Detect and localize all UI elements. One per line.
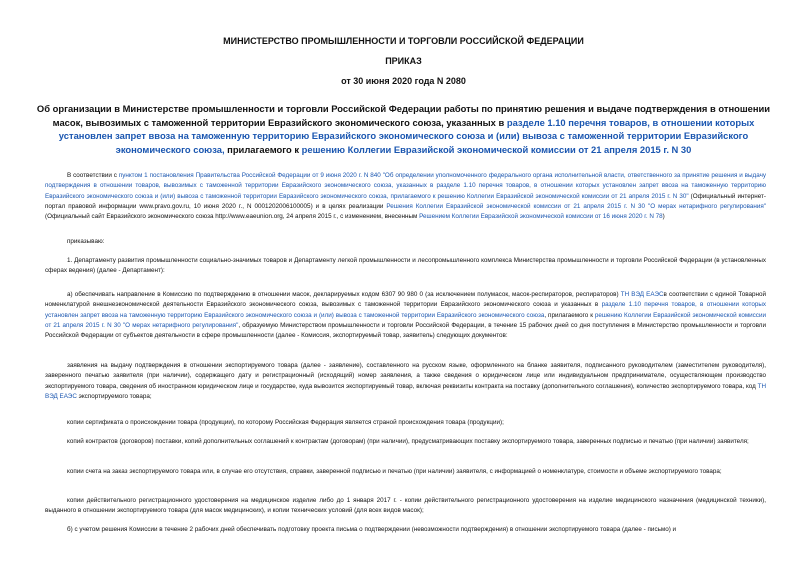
title-text-2: прилагаемого к — [224, 143, 302, 155]
document-type: ПРИКАЗ — [385, 56, 422, 66]
link-section-1-10[interactable]: разделе 1.10 перечня товаров, в отношении которых установлен запрет ввоза на таможенную территорию Евразийского экономического союза и (или) вывоза с таможенной территории Евразийского экономического союза — [45, 301, 766, 319]
para-a-text-4: , образуемую Министерством промышленности и торговли Российской Федерации, в течение 15 рабочих дней со дня поступления в Министерство промышленности и торговли Российской Федерации от субъектов деятельности в сфере промышленности (далее - Комиссия, экспортируемый товар, заявитель) следующих документов: — [45, 321, 766, 340]
preamble-text-4: ) — [662, 213, 665, 221]
para-a-text-2: в соответствии с единой Товарной номенклатурой внешнеэкономической деятельности Евразийского экономического союза, вывозимых с таможенной территории Евразийского экономического союза и указанных в — [45, 291, 766, 309]
document-date-number: от 30 июня 2020 года N 2080 — [341, 76, 466, 86]
para-a-text: а) обеспечивать направление в Комиссию по подтверждению в отношении масок, декларируемых кодом 6307 90 980 0 (за исключением полумасок, масок-респираторов, респираторов) — [67, 291, 621, 298]
link-decision-30[interactable]: решению Коллегии Евразийской экономической комиссии от 21 апреля 2015 г. N 30 "О мерах нетарифного регулирования" — [45, 311, 766, 329]
item-invoice: копии счета на заказ экспортируемого товара или, в случае его отсутствия, справки, заверенной подписью и печатью (при наличии) заявителя, с информацией о номенклатуре, стоимости и объеме экспортируемого товара; — [67, 468, 722, 475]
para-a-text-3: , прилагаемого к — [544, 311, 595, 319]
preamble-paragraph — [45, 171, 766, 222]
document-title — [28, 102, 779, 156]
item-registration: копии действительного регистрационного удостоверения на медицинское изделие либо до 1 января 2017 г. - копии действительного регистрационного удостоверения на изделие медицинского назначения (медицинской техники), выданного в отношении экспортируемого товара (для масок медицинских), и копии технических условий (для всех видов масок); — [45, 497, 766, 515]
item-contracts: копий контрактов (договоров) поставки, копий дополнительных соглашений к контрактам (договорам) (при наличии), предусматривающих поставку экспортируемого товара, заверенных подписью и печатью (при наличии) заявителя; — [67, 438, 749, 445]
paragraph-b: б) с учетом решения Комиссии в течение 2 рабочих дней обеспечивать подготовку проекта письма о подтверждении (невозможности подтверждения) в отношении экспортируемого товара (далее - письмо) и — [67, 526, 677, 533]
order-word: приказываю: — [67, 238, 105, 245]
ministry-header: МИНИСТЕРСТВО ПРОМЫШЛЕННОСТИ И ТОРГОВЛИ РОССИЙСКОЙ ФЕДЕРАЦИИ — [223, 36, 584, 46]
link-tn-ved[interactable]: ТН ВЭД ЕАЭС — [620, 291, 664, 298]
item-certificate: копии сертификата о происхождении товара (продукции), по которому Российская Федерация является страной происхождения товара (продукции); — [67, 419, 504, 426]
link-commission-amendment[interactable]: Решением Коллегии Евразийской экономической комиссии от 16 июня 2020 г. N 78 — [419, 213, 663, 221]
title-link-section[interactable]: разделе 1.10 перечня товаров, в отношении которых установлен запрет ввоза на таможенную территорию Евразийского экономического союза и (или) вывоза с таможенной территории Евразийского экономического союза, — [58, 116, 755, 155]
preamble-text-2: (Официальный интернет-портал правовой информации www.pravo.gov.ru, 10 июня 2020 г., N 0001202006100005) и в целях реализации — [45, 192, 767, 210]
link-commission-decision[interactable]: Решения Коллегии Евразийской экономической комиссии от 21 апреля 2015 г. N 30 "О мерах нетарифного регулирования" — [386, 202, 767, 210]
link-government-resolution[interactable]: пунктом 1 постановления Правительства Российской Федерации от 9 июня 2020 г. N 840 "Об определении уполномоченного федерального органа исполнительной власти, ответственного за принятие решения и выдачу подтверждения в отношении товаров, вывозимых с таможенной территории Евразийского экономического союза, указанных в разделе 1.10 перечня товаров, в отношении которых установлен запрет ввоза на таможенную территорию Евразийского экономического союза и (или) вывоза с таможенной территории Евразийского экономического союза, прилагаемого к решению Коллегии Евразийской экономической комиссии от 21 апреля 2015 г. N 30" — [45, 172, 766, 200]
title-text: Об организации в Министерстве промышленности и торговли Российской Федерации работы по принятию решения и выдаче подтверждения в отношении масок, вывозимых с таможенной территории Евразийского экономического союза, указанных в — [36, 103, 771, 128]
link-tn-ved-2[interactable]: ТН ВЭД ЕАЭС — [45, 382, 766, 400]
preamble-text: В соответствии с — [67, 172, 119, 179]
paragraph-1: 1. Департаменту развития промышленности социально-значимых товаров и Департаменту легкой промышленности и лесопромышленного комплекса Министерства промышленности и торговли Российской Федерации (в установленных сферах ведения) (далее - Департамент): — [45, 257, 766, 275]
preamble-text-3: (Официальный сайт Евразийского экономического союза http://www.eaeunion.org, 24 апреля 2015 г., с изменением, внесенным — [45, 213, 420, 221]
paragraph-a — [45, 290, 766, 341]
item-application-text-2: экспортируемого товара; — [76, 392, 152, 400]
item-application — [45, 361, 766, 402]
item-application-text: заявления на выдачу подтверждения в отношении экспортируемого товара (далее - заявление), составленного на русском языке, оформленного на бланке заявителя, подписанного руководителем (заместителем руководителя), заверенного печатью заявителя (при наличии), содержащего дату и регистрационный (исходящий) номер заявления, а также сведения о юридическом лице или индивидуальном предпринимателе, осуществляющем производство экспортируемого товара, сведения об иностранном юридическом лице и государстве, куда вывозится экспортируемый товар, включая реквизиты контракта на поставку (дополнительного соглашения), количество экспортируемого товара, код — [45, 362, 766, 390]
title-link-decision[interactable]: решению Коллегии Евразийской экономической комиссии от 21 апреля 2015 г. N 30 — [301, 143, 692, 155]
